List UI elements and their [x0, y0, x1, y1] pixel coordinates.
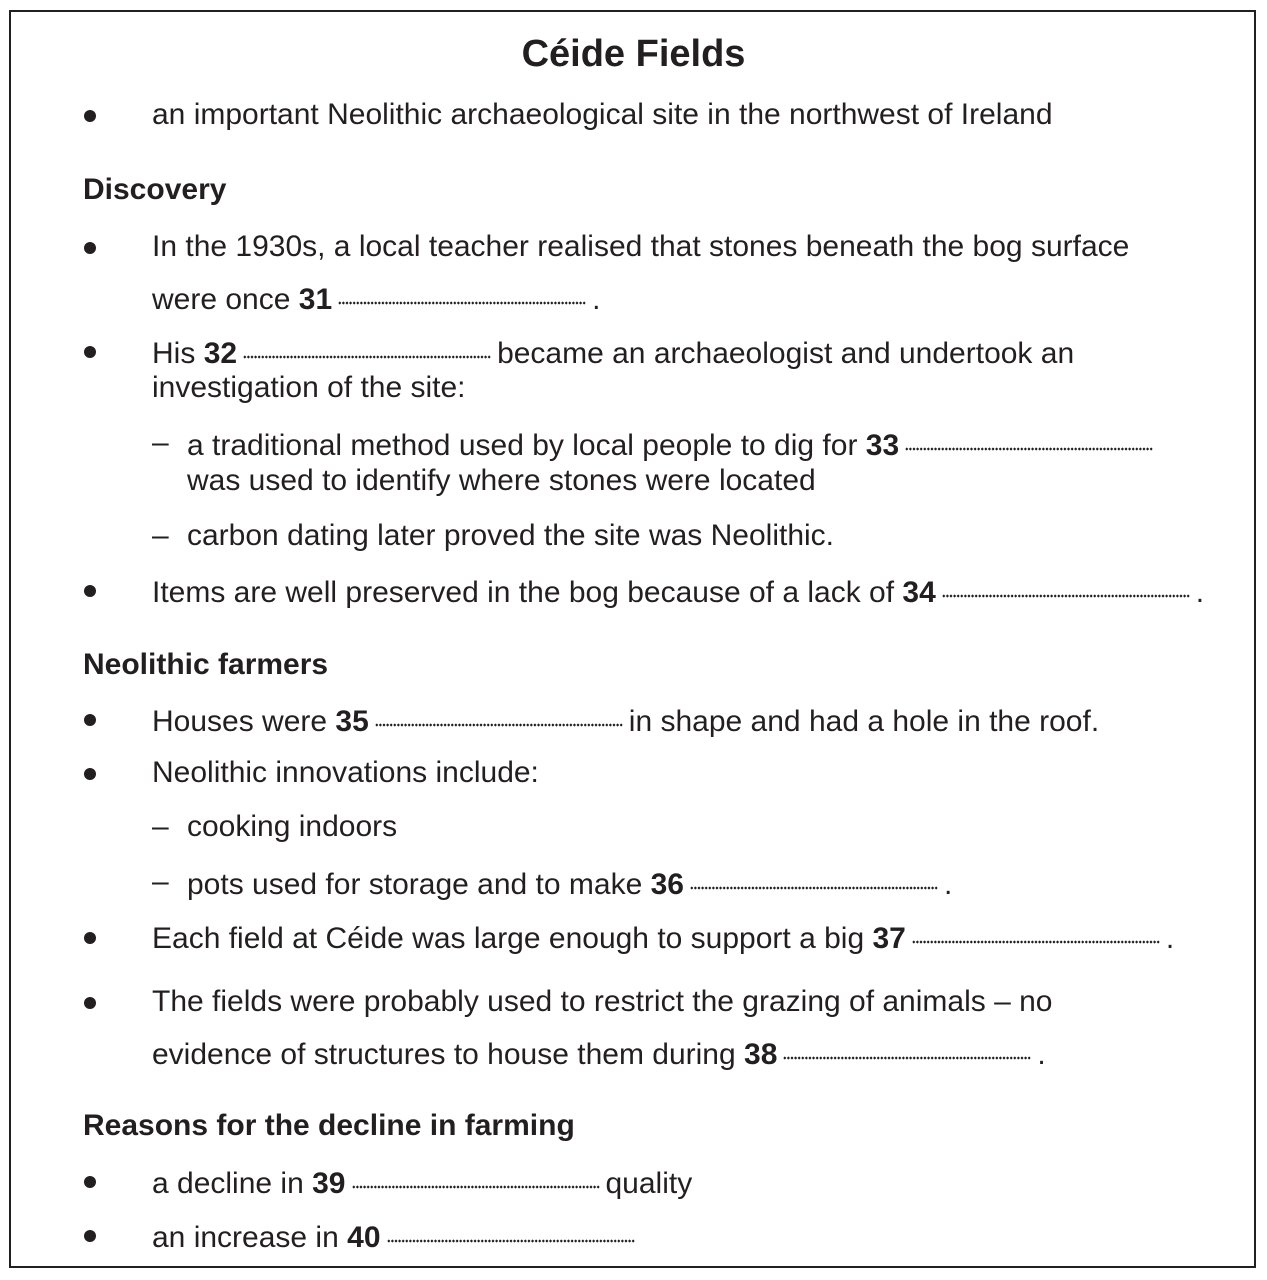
question-number-35: 35	[335, 705, 369, 738]
answer-blank-35[interactable]	[375, 701, 623, 731]
decline-bullet-2	[152, 1217, 641, 1256]
discovery-bullet-1-line-1: In the 1930s, a local teacher realised that stones beneath the bog surface	[152, 230, 1130, 263]
bullet-icon	[84, 932, 98, 946]
bullet-icon	[84, 242, 98, 256]
discovery-bullet-3	[152, 572, 1204, 611]
discovery-bullet-1-line-2	[152, 279, 600, 318]
answer-blank-32[interactable]	[243, 333, 491, 363]
page-title: Céide Fields	[521, 33, 746, 75]
answer-blank-38[interactable]	[783, 1034, 1031, 1064]
text-fragment: Each field at Céide was large enough to support a big	[152, 922, 865, 955]
text-fragment: in shape and had a hole in the roof.	[628, 705, 1100, 738]
bullet-icon	[84, 714, 98, 728]
answer-blank-36[interactable]	[690, 864, 938, 894]
dash-icon: –	[152, 519, 169, 552]
question-number-39: 39	[312, 1167, 346, 1200]
question-number-36: 36	[650, 868, 684, 901]
farmers-bullet-4-line-2	[152, 1034, 1046, 1073]
intro-text: an important Neolithic archaeological site in the northwest of Ireland	[152, 98, 1053, 131]
question-number-38: 38	[744, 1038, 778, 1071]
section-heading-discovery: Discovery	[83, 173, 227, 206]
question-number-33: 33	[865, 429, 900, 462]
text-fragment: quality	[605, 1167, 693, 1200]
discovery-bullet-2-line-2: investigation of the site:	[152, 371, 466, 404]
text-fragment: .	[1195, 576, 1205, 609]
text-fragment: were once	[152, 283, 291, 316]
dash-icon: –	[152, 426, 169, 459]
bullet-icon	[84, 346, 98, 360]
text-fragment: evidence of structures to house them during	[152, 1038, 736, 1071]
decline-bullet-1	[152, 1163, 692, 1202]
question-number-34: 34	[902, 576, 936, 609]
text-fragment: a decline in	[152, 1167, 304, 1200]
discovery-bullet-2-line-1	[152, 333, 1074, 372]
section-heading-farmers: Neolithic farmers	[83, 648, 329, 681]
text-fragment: .	[592, 283, 601, 316]
text-fragment: an increase in	[152, 1221, 339, 1254]
answer-blank-39[interactable]	[352, 1163, 600, 1193]
question-number-40: 40	[347, 1221, 381, 1254]
section-heading-decline: Reasons for the decline in farming	[83, 1109, 575, 1142]
farmers-sub-1: cooking indoors	[187, 810, 398, 843]
farmers-bullet-2: Neolithic innovations include:	[152, 756, 539, 789]
text-fragment: became an archaeologist and undertook an	[497, 337, 1075, 370]
bullet-icon	[84, 110, 98, 124]
answer-blank-34[interactable]	[942, 572, 1190, 602]
discovery-sub-1-line-2: was used to identify where stones were located	[187, 464, 816, 497]
farmers-bullet-3	[152, 918, 1174, 957]
bullet-icon	[84, 1176, 98, 1190]
answer-blank-33[interactable]	[905, 425, 1153, 455]
farmers-bullet-1	[152, 701, 1099, 740]
farmers-sub-2	[187, 864, 952, 903]
question-number-37: 37	[872, 922, 906, 955]
farmers-bullet-4-line-1: The fields were probably used to restrict the grazing of animals – no	[152, 985, 1053, 1018]
bullet-icon	[84, 1230, 98, 1244]
bullet-icon	[84, 997, 98, 1011]
text-fragment: Houses were	[152, 705, 328, 738]
answer-blank-40[interactable]	[387, 1217, 635, 1247]
text-fragment: .	[944, 868, 953, 901]
bullet-icon	[84, 585, 98, 599]
dash-icon: –	[152, 810, 169, 843]
answer-blank-31[interactable]	[338, 279, 586, 309]
text-fragment: Items are well preserved in the bog because of a lack of	[152, 576, 895, 609]
text-fragment: .	[1037, 1038, 1046, 1071]
question-number-32: 32	[203, 337, 238, 370]
discovery-sub-2: carbon dating later proved the site was Neolithic.	[187, 519, 835, 552]
bullet-icon	[84, 768, 98, 782]
discovery-sub-1-line-1	[187, 425, 1159, 464]
dash-icon: –	[152, 865, 169, 898]
text-fragment: pots used for storage and to make	[187, 868, 643, 901]
question-number-31: 31	[298, 283, 333, 316]
text-fragment: .	[1165, 922, 1175, 955]
text-fragment: a traditional method used by local people to dig for	[187, 429, 858, 462]
answer-blank-37[interactable]	[912, 918, 1160, 948]
text-fragment: His	[152, 337, 196, 370]
